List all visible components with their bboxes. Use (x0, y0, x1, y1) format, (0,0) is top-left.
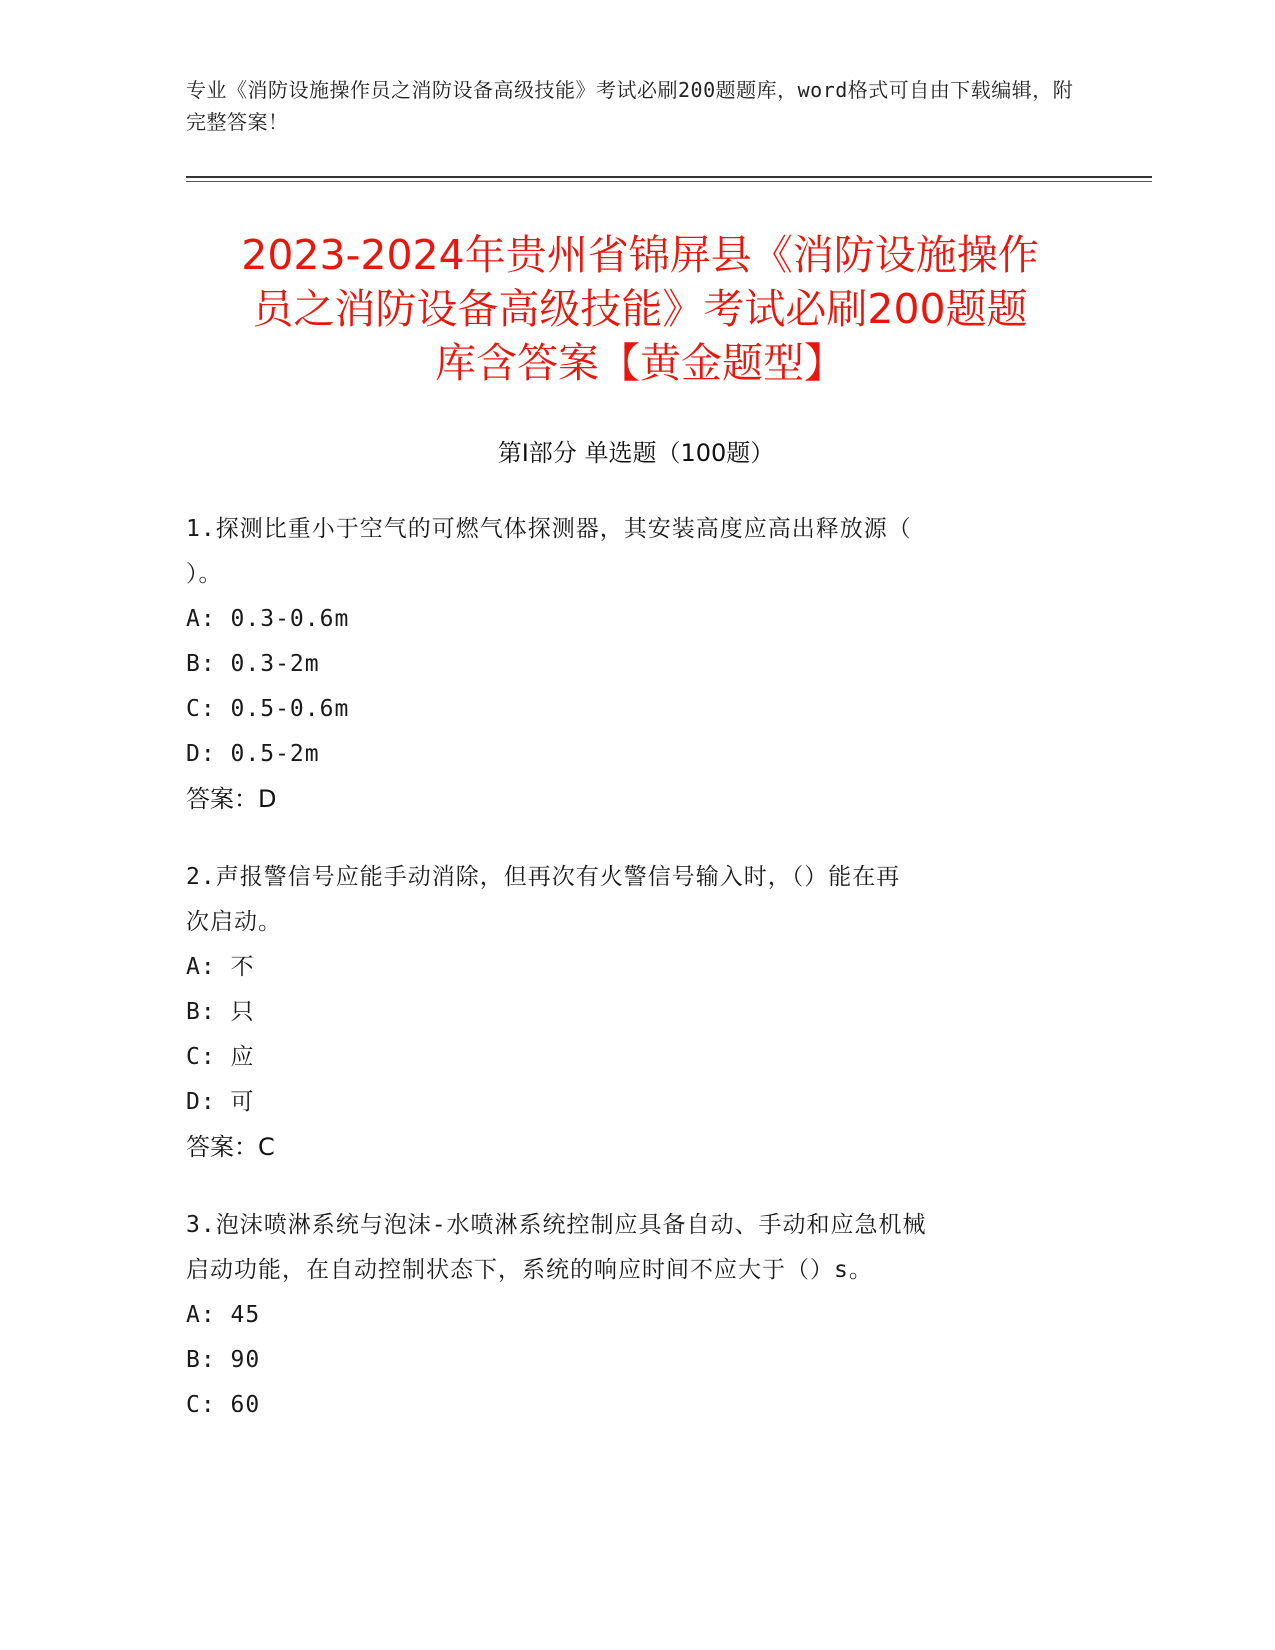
question-2 (186, 855, 1066, 1170)
title-line-3: 库含答案【黄金题型】 (435, 339, 845, 387)
option-d: D: 0.5-2m (186, 741, 320, 767)
question-stem-continued: 启动功能，在自动控制状态下，系统的响应时间不应大于（）s。 (186, 1257, 873, 1283)
option-a: A: 45 (186, 1302, 261, 1328)
question-stem: 3.泡沫喷淋系统与泡沫-水喷淋系统控制应具备自动、手动和应急机械 (186, 1212, 927, 1238)
answer-line: 答案：C (186, 1133, 275, 1161)
option-c: C: 应 (186, 1044, 255, 1070)
title-line-2: 员之消防设备高级技能》考试必刷200题题 (252, 285, 1028, 333)
option-b: B: 90 (186, 1347, 261, 1373)
option-d: D: 可 (186, 1089, 255, 1115)
question-stem: 2.声报警信号应能手动消除，但再次有火警信号输入时，（）能在再 (186, 864, 901, 890)
header-divider-thick (186, 176, 1152, 178)
option-b: B: 只 (186, 999, 255, 1025)
question-3 (186, 1203, 1066, 1428)
header-divider-thin (186, 181, 1152, 182)
question-1 (186, 507, 1066, 822)
section-title: 第I部分 单选题（100题） (497, 439, 775, 467)
option-c: C: 0.5-0.6m (186, 696, 350, 722)
answer-line: 答案：D (186, 785, 277, 813)
header-note: 专业《消防设施操作员之消防设备高级技能》考试必刷200题题库，word格式可自由下载编辑，附完整答案！ (186, 78, 1074, 134)
option-a: A: 0.3-0.6m (186, 606, 350, 632)
title-line-1: 2023-2024年贵州省锦屏县《消防设施操作 (241, 231, 1039, 279)
option-a: A: 不 (186, 954, 255, 980)
question-stem: 1.探测比重小于空气的可燃气体探测器，其安装高度应高出释放源（ (186, 516, 912, 542)
option-c: C: 60 (186, 1392, 261, 1418)
question-stem-continued: ）。 (186, 561, 223, 587)
document-title (190, 228, 1090, 390)
question-stem-continued: 次启动。 (186, 909, 282, 935)
option-b: B: 0.3-2m (186, 651, 320, 677)
